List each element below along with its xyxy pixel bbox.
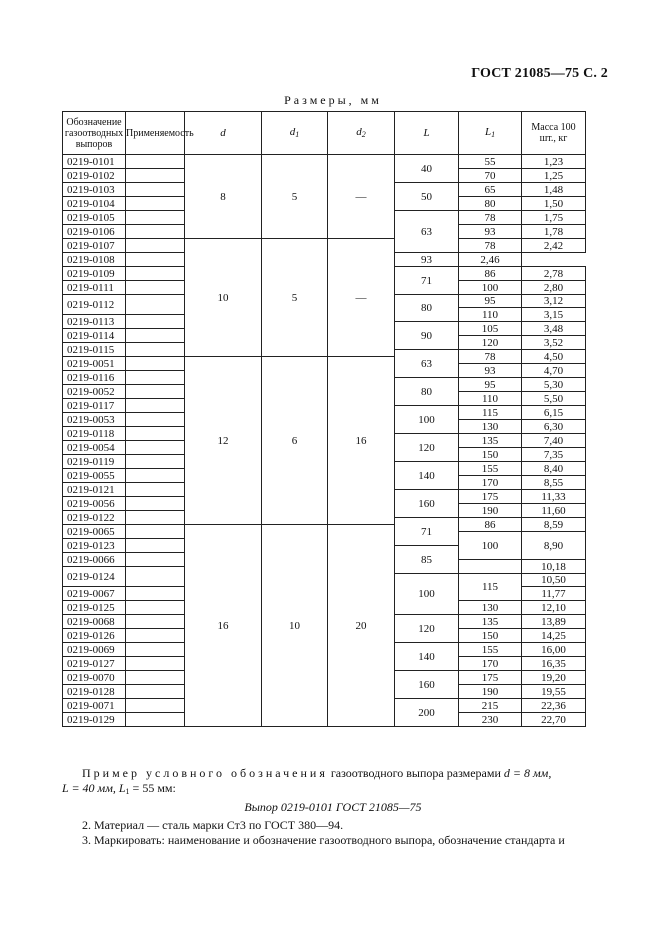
L1-cell: 55 <box>459 155 522 169</box>
L-cell: 80 <box>395 378 459 406</box>
L1-cell: 78 <box>459 239 522 253</box>
L-cell: 200 <box>395 699 459 727</box>
usage-cell <box>126 267 185 281</box>
mass-cell: 8,59 <box>522 518 586 532</box>
mass-cell: 5,30 <box>522 378 586 392</box>
d2-cell: — <box>328 155 395 239</box>
L1-cell: 115 <box>459 406 522 420</box>
designation-cell: 0219-0119 <box>63 455 126 469</box>
usage-cell <box>126 385 185 399</box>
designation-cell: 0219-0107 <box>63 239 126 253</box>
designation-cell: 0219-0102 <box>63 169 126 183</box>
designation-cell: 0219-0067 <box>63 587 126 601</box>
usage-cell <box>126 295 185 315</box>
L-cell: 160 <box>395 490 459 518</box>
L1-cell: 130 <box>459 601 522 615</box>
L1-cell: 150 <box>459 629 522 643</box>
L1-cell: 190 <box>459 685 522 699</box>
mass-cell: 19,20 <box>522 671 586 685</box>
L1-cell: 100 <box>459 281 522 295</box>
example-cond1: d = 8 мм, <box>503 766 552 780</box>
L1-cell: 95 <box>459 295 522 308</box>
d2-cell: 20 <box>328 525 395 727</box>
usage-cell <box>126 511 185 525</box>
usage-cell <box>126 357 185 371</box>
L1-cell: 115 <box>459 574 522 601</box>
dimensions-table <box>62 111 586 727</box>
designation-cell: 0219-0103 <box>63 183 126 197</box>
d1-cell: 5 <box>262 239 328 357</box>
L1-cell: 170 <box>459 657 522 671</box>
usage-cell <box>126 343 185 357</box>
L-cell: 63 <box>395 350 459 378</box>
usage-cell <box>126 197 185 211</box>
L-cell: 71 <box>395 518 459 546</box>
usage-cell <box>126 497 185 511</box>
L1-cell: 86 <box>459 267 522 281</box>
header-L1: $L_1$ <box>459 112 522 155</box>
usage-cell <box>126 601 185 615</box>
designation-cell: 0219-0115 <box>63 343 126 357</box>
L1-cell: 190 <box>459 504 522 518</box>
usage-cell <box>126 713 185 727</box>
L-cell: 100 <box>395 574 459 615</box>
usage-cell <box>126 281 185 295</box>
L1-cell: 78 <box>459 211 522 225</box>
mass-cell: 11,60 <box>522 504 586 518</box>
mass-cell: 14,25 <box>522 629 586 643</box>
mass-cell: 16,35 <box>522 657 586 671</box>
table-row <box>63 239 586 246</box>
designation-cell: 0219-0128 <box>63 685 126 699</box>
usage-cell <box>126 553 185 567</box>
header-d1: $d_1$ <box>262 112 328 155</box>
usage-cell <box>126 427 185 441</box>
mass-cell: 13,89 <box>522 615 586 629</box>
L-cell: 120 <box>395 434 459 462</box>
designation-cell: 0219-0121 <box>63 483 126 497</box>
L-cell: 63 <box>395 211 459 253</box>
usage-cell <box>126 699 185 713</box>
d-cell: 10 <box>185 239 262 357</box>
L1-cell: 86 <box>459 518 522 532</box>
mass-cell: 10,50 <box>522 574 586 587</box>
mass-cell: 8,55 <box>522 476 586 490</box>
table-title: Размеры, мм <box>284 93 382 107</box>
d2-cell: 16 <box>328 357 395 525</box>
usage-cell <box>126 469 185 483</box>
L1-cell: 110 <box>459 308 522 322</box>
designation-cell: 0219-0052 <box>63 385 126 399</box>
mass-cell: 11,77 <box>522 587 586 601</box>
L1-cell: 100 <box>459 532 522 560</box>
mass-cell: 3,48 <box>522 322 586 336</box>
mass-cell: 4,50 <box>522 350 586 364</box>
usage-cell <box>126 587 185 601</box>
designation-cell: 0219-0117 <box>63 399 126 413</box>
L1-cell: 230 <box>459 713 522 727</box>
designation-cell: 0219-0126 <box>63 629 126 643</box>
L-cell: 90 <box>395 322 459 350</box>
L1-cell: 80 <box>459 197 522 211</box>
usage-cell <box>126 441 185 455</box>
L-cell: 140 <box>395 462 459 490</box>
example-designation: Выпор 0219-0101 ГОСТ 21085—75 <box>244 800 422 814</box>
note-material: 2. Материал — сталь марки Ст3 по ГОСТ 380—94. <box>82 818 344 832</box>
designation-cell: 0219-0054 <box>63 441 126 455</box>
page-header: ГОСТ 21085—75 С. 2 <box>471 66 608 81</box>
L1-cell: 93 <box>395 253 459 267</box>
L-cell: 140 <box>395 643 459 671</box>
designation-cell: 0219-0114 <box>63 329 126 343</box>
designation-cell: 0219-0118 <box>63 427 126 441</box>
d1-cell: 6 <box>262 357 328 525</box>
usage-cell <box>126 329 185 343</box>
L1-cell: 175 <box>459 490 522 504</box>
designation-cell: 0219-0069 <box>63 643 126 657</box>
table-body <box>63 155 586 727</box>
usage-cell <box>126 399 185 413</box>
designation-cell: 0219-0123 <box>63 539 126 553</box>
mass-cell: 3,12 <box>522 295 586 308</box>
mass-cell: 2,78 <box>522 267 586 281</box>
header-L: L <box>395 112 459 155</box>
usage-cell <box>126 629 185 643</box>
usage-cell <box>126 567 185 587</box>
mass-cell: 1,23 <box>522 155 586 169</box>
header-usage: Применяемость <box>126 112 185 155</box>
usage-cell <box>126 225 185 239</box>
note-marking: 3. Маркировать: наименование и обозначение газоотводного выпора, обозначение стандарта и <box>82 833 565 847</box>
L-cell: 85 <box>395 546 459 574</box>
usage-cell <box>126 671 185 685</box>
L1-cell: 95 <box>459 378 522 392</box>
L1-cell: 150 <box>459 448 522 462</box>
usage-cell <box>126 315 185 329</box>
designation-cell: 0219-0051 <box>63 357 126 371</box>
L-cell: 80 <box>395 295 459 322</box>
designation-cell: 0219-0122 <box>63 511 126 525</box>
mass-cell: 6,30 <box>522 420 586 434</box>
mass-cell: 3,15 <box>522 308 586 322</box>
L1-cell: 130 <box>459 420 522 434</box>
designation-cell: 0219-0113 <box>63 315 126 329</box>
d1-cell: 10 <box>262 525 328 727</box>
mass-cell: 1,75 <box>522 211 586 225</box>
usage-cell <box>126 483 185 497</box>
designation-cell: 0219-0127 <box>63 657 126 671</box>
L-cell: 40 <box>395 155 459 183</box>
usage-cell <box>126 371 185 385</box>
usage-cell <box>126 539 185 553</box>
L1-cell: 105 <box>459 322 522 336</box>
L1-cell: 93 <box>459 225 522 239</box>
designation-cell: 0219-0053 <box>63 413 126 427</box>
header-d2: $d_2$ <box>328 112 395 155</box>
d-cell: 12 <box>185 357 262 525</box>
L1-cell: 93 <box>459 364 522 378</box>
mass-cell: 2,80 <box>522 281 586 295</box>
designation-cell: 0219-0111 <box>63 281 126 295</box>
usage-cell <box>126 169 185 183</box>
designation-cell: 0219-0068 <box>63 615 126 629</box>
designation-cell: 0219-0066 <box>63 553 126 567</box>
mass-cell: 2,42 <box>522 239 586 253</box>
L1-cell: 120 <box>459 336 522 350</box>
designation-cell: 0219-0112 <box>63 295 126 315</box>
usage-cell <box>126 211 185 225</box>
usage-cell <box>126 615 185 629</box>
L1-cell: 135 <box>459 434 522 448</box>
L-cell: 50 <box>395 183 459 211</box>
designation-cell: 0219-0101 <box>63 155 126 169</box>
mass-cell: 2,46 <box>459 253 522 267</box>
header-d: d <box>185 112 262 155</box>
designation-cell: 0219-0124 <box>63 567 126 587</box>
L-cell: 71 <box>395 267 459 295</box>
usage-cell <box>126 455 185 469</box>
usage-cell <box>126 413 185 427</box>
mass-cell: 1,78 <box>522 225 586 239</box>
designation-cell: 0219-0056 <box>63 497 126 511</box>
designation-cell: 0219-0105 <box>63 211 126 225</box>
L1-cell: 65 <box>459 183 522 197</box>
L1-cell: 110 <box>459 392 522 406</box>
usage-cell <box>126 239 185 253</box>
L-cell: 100 <box>395 406 459 434</box>
L-cell: 160 <box>395 671 459 699</box>
designation-cell: 0219-0116 <box>63 371 126 385</box>
L1-cell: 135 <box>459 615 522 629</box>
designation-cell: 0219-0106 <box>63 225 126 239</box>
table-row <box>63 155 586 162</box>
usage-cell <box>126 685 185 699</box>
L-cell: 120 <box>395 615 459 643</box>
d-cell: 8 <box>185 155 262 239</box>
L1-cell: 170 <box>459 476 522 490</box>
header-mass: Масса 100 шт., кг <box>522 112 586 155</box>
mass-cell: 1,48 <box>522 183 586 197</box>
d1-cell: 5 <box>262 155 328 239</box>
usage-cell <box>126 525 185 539</box>
d2-cell: — <box>328 239 395 357</box>
mass-cell: 19,55 <box>522 685 586 699</box>
mass-cell: 16,00 <box>522 643 586 657</box>
mass-cell: 22,70 <box>522 713 586 727</box>
mass-cell: 3,52 <box>522 336 586 350</box>
L1-cell: 175 <box>459 671 522 685</box>
example-rest: газоотводного выпора размерами <box>330 766 501 780</box>
mass-cell: 1,25 <box>522 169 586 183</box>
example-line-1 <box>82 766 551 781</box>
mass-cell: 4,70 <box>522 364 586 378</box>
designation-cell: 0219-0108 <box>63 253 126 267</box>
table-header-row <box>63 112 586 155</box>
d-cell: 16 <box>185 525 262 727</box>
L1-cell: 155 <box>459 643 522 657</box>
usage-cell <box>126 657 185 671</box>
L1-cell: 70 <box>459 169 522 183</box>
designation-cell: 0219-0071 <box>63 699 126 713</box>
mass-cell: 10,18 <box>522 560 586 574</box>
mass-cell: 8,90 <box>522 532 586 560</box>
designation-cell: 0219-0104 <box>63 197 126 211</box>
L1-cell: 78 <box>459 350 522 364</box>
mass-cell: 22,36 <box>522 699 586 713</box>
L1-cell: 155 <box>459 462 522 476</box>
example-line-2: L = 40 мм, $L_1 = 55$ мм: <box>62 781 176 796</box>
mass-cell: 11,33 <box>522 490 586 504</box>
L1-cell: 215 <box>459 699 522 713</box>
mass-cell: 12,10 <box>522 601 586 615</box>
example-lead: Пример условного обозначения <box>82 766 328 780</box>
mass-cell: 7,40 <box>522 434 586 448</box>
designation-cell: 0219-0055 <box>63 469 126 483</box>
header-designation: Обозначение газоотводных выпоров <box>63 112 126 155</box>
L1-cell <box>459 560 522 574</box>
usage-cell <box>126 183 185 197</box>
usage-cell <box>126 155 185 169</box>
designation-cell: 0219-0065 <box>63 525 126 539</box>
usage-cell <box>126 253 185 267</box>
mass-cell: 5,50 <box>522 392 586 406</box>
usage-cell <box>126 643 185 657</box>
mass-cell: 8,40 <box>522 462 586 476</box>
mass-cell: 7,35 <box>522 448 586 462</box>
designation-cell: 0219-0129 <box>63 713 126 727</box>
designation-cell: 0219-0125 <box>63 601 126 615</box>
designation-cell: 0219-0109 <box>63 267 126 281</box>
mass-cell: 1,50 <box>522 197 586 211</box>
designation-cell: 0219-0070 <box>63 671 126 685</box>
mass-cell: 6,15 <box>522 406 586 420</box>
